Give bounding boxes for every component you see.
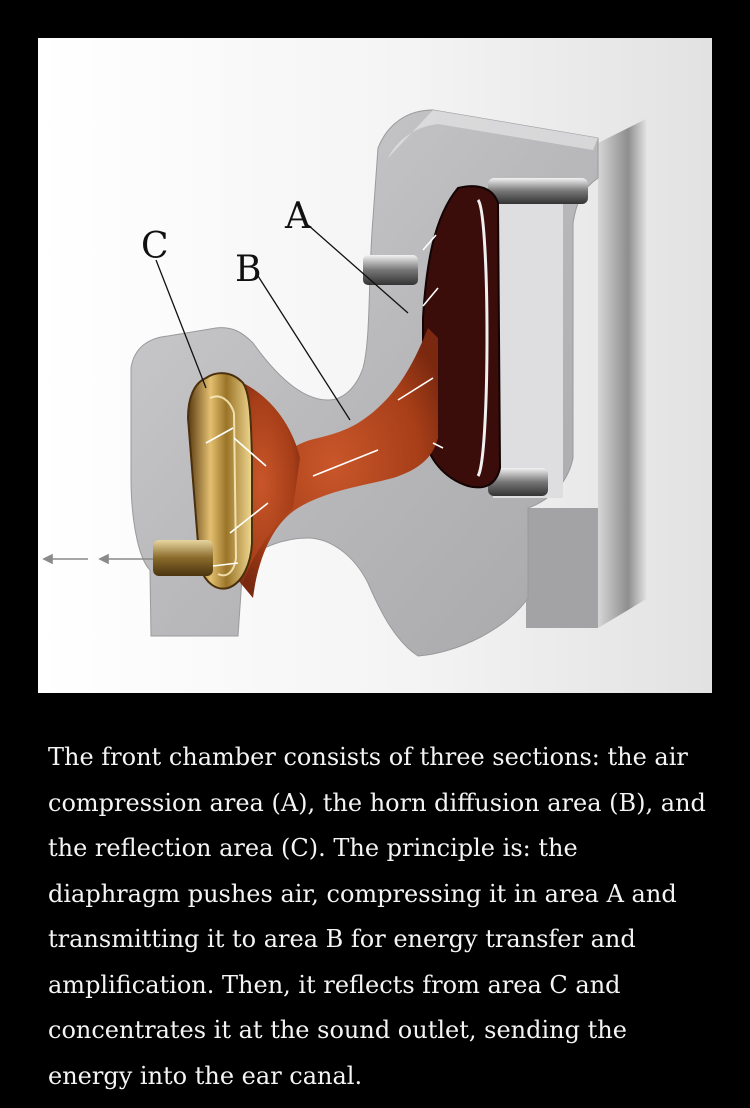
housing-right-slab bbox=[598, 118, 648, 628]
top-metal-post bbox=[488, 178, 588, 204]
caption-text: The front chamber consists of three sections: the air compression area (A), the horn diffusion area (B), and the reflection area (C). The principle is: the diaphragm pushes air, compressing it in area A and transmitting it to area B for energy transfer and amplification. Then, it reflects from area C and concentrates it at the sound outlet, sending the energy into the ear canal. bbox=[48, 743, 706, 1090]
diagram-panel bbox=[38, 38, 712, 693]
earphone-cross-section-icon bbox=[38, 38, 712, 693]
back-cavity bbox=[493, 178, 563, 498]
label-b: B bbox=[235, 249, 262, 290]
sound-outlet-tube bbox=[153, 540, 213, 576]
label-a: A bbox=[285, 196, 311, 237]
housing-right-block bbox=[526, 508, 598, 628]
label-c: C bbox=[141, 226, 169, 267]
